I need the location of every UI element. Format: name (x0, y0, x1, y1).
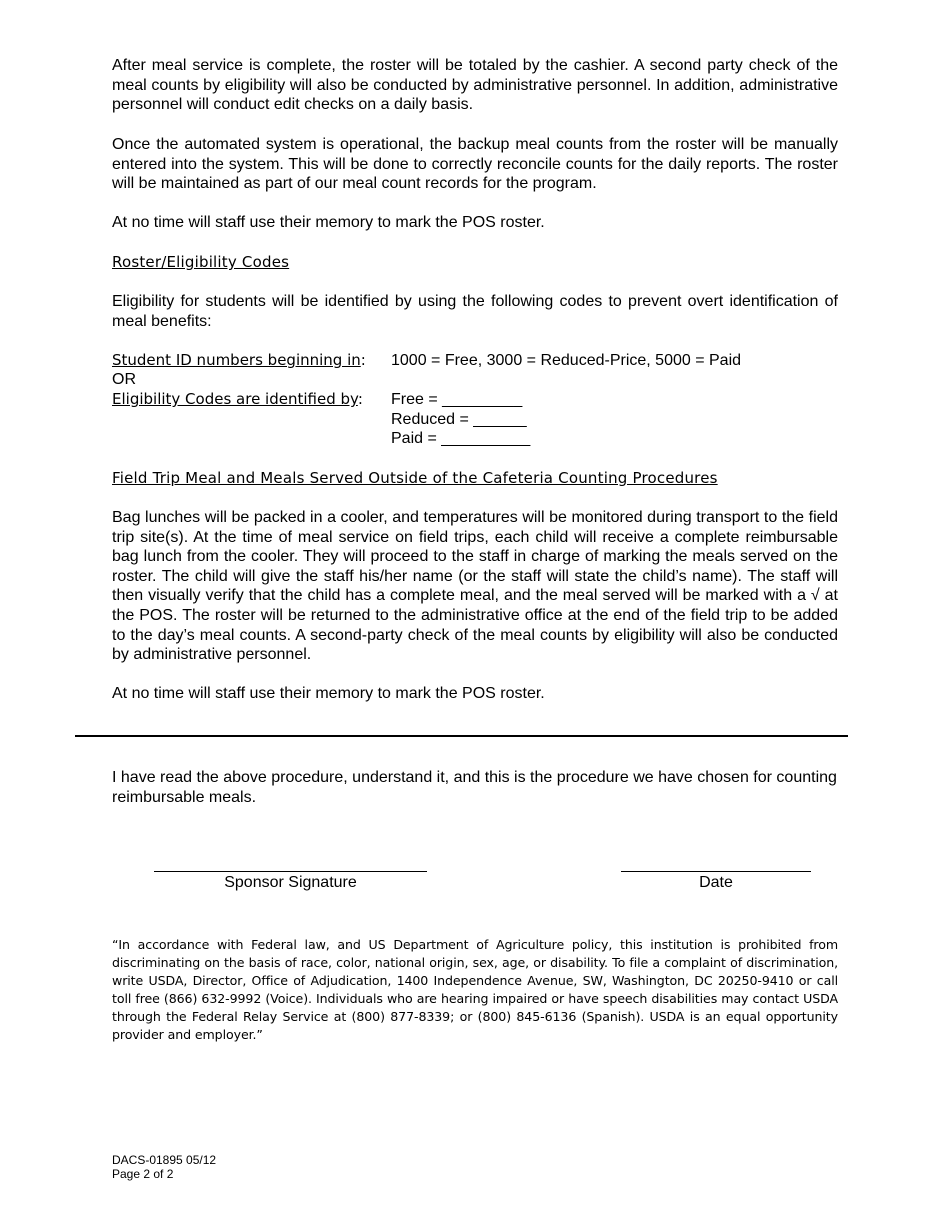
heading-field-trip: Field Trip Meal and Meals Served Outside of the Cafeteria Counting Procedures (112, 469, 718, 487)
paragraph-cashier-total: After meal service is complete, the roster will be totaled by the cashier. A second party check of the meal counts by eligibility will also be conducted by administrative personnel. In addition, administrative personnel will conduct edit checks on a daily basis. (112, 57, 838, 114)
eligibility-label (112, 390, 363, 410)
section-divider (75, 735, 848, 737)
student-id-label (112, 351, 366, 371)
code-free: Free = _________ (391, 391, 523, 408)
paragraph-eligibility-intro: Eligibility for students will be identified by using the following codes to prevent overt identification of meal benefits: (112, 293, 838, 330)
paragraph-acknowledgement: I have read the above procedure, understand it, and this is the procedure we have chosen for counting reimbursable meals. (112, 769, 837, 806)
eligibility-colon: : (357, 390, 363, 408)
sponsor-signature-line (154, 871, 427, 872)
form-number: DACS-01895 05/12 (112, 1153, 217, 1167)
student-id-colon: : (360, 351, 366, 369)
page-number: Page 2 of 2 (112, 1167, 174, 1181)
student-id-value: 1000 = Free, 3000 = Reduced-Price, 5000 = Paid (391, 352, 742, 369)
paragraph-automated-system: Once the automated system is operational, the backup meal counts from the roster will be manually entered into the system. This will be done to correctly reconcile counts for the daily reports. The roster will be maintained as part of our meal count records for the program. (112, 136, 838, 193)
or-text: OR (112, 371, 136, 388)
paragraph-no-memory-2: At no time will staff use their memory to mark the POS roster. (112, 685, 545, 702)
sponsor-signature-label: Sponsor Signature (224, 874, 357, 891)
eligibility-label-text: Eligibility Codes are identified by (112, 390, 358, 408)
code-reduced: Reduced = ______ (391, 411, 527, 428)
paragraph-no-memory: At no time will staff use their memory to mark the POS roster. (112, 214, 545, 231)
paragraph-field-trip: Bag lunches will be packed in a cooler, and temperatures will be monitored during transport to the field trip site(s). At the time of meal service on field trips, each child will receive a complete reimbursable bag lunch from the cooler. They will proceed to the staff in charge of marking the meals served on the roster. The child will give the staff his/her name (or the staff will state the child’s name). The staff will then visually verify that the child has a complete meal, and the meal served will be marked with a √ at the POS. The roster will be returned to the administrative office at the end of the field trip to be added to the day’s meal counts. A second-party check of the meal counts by eligibility will also be conducted by administrative personnel. (112, 509, 838, 664)
heading-roster-codes: Roster/Eligibility Codes (112, 253, 290, 271)
code-paid: Paid = __________ (391, 430, 531, 447)
student-id-label-text: Student ID numbers beginning in (112, 351, 361, 369)
usda-disclaimer: “In accordance with Federal law, and US Department of Agriculture policy, this institution is prohibited from discriminating on the basis of race, color, national origin, sex, age, or disability. To file a complaint of discrimination, write USDA, Director, Office of Adjudication, 1400 Independence Avenue, SW, Washington, DC 20250-9410 or call toll free (866) 632-9992 (Voice). Individuals who are hearing impaired or have speech disabilities may contact USDA through the Federal Relay Service at (800) 877-8339; or (800) 845-6136 (Spanish). USDA is an equal opportunity provider and employer.” (112, 937, 838, 1042)
date-label: Date (699, 874, 733, 891)
date-line (621, 871, 811, 872)
